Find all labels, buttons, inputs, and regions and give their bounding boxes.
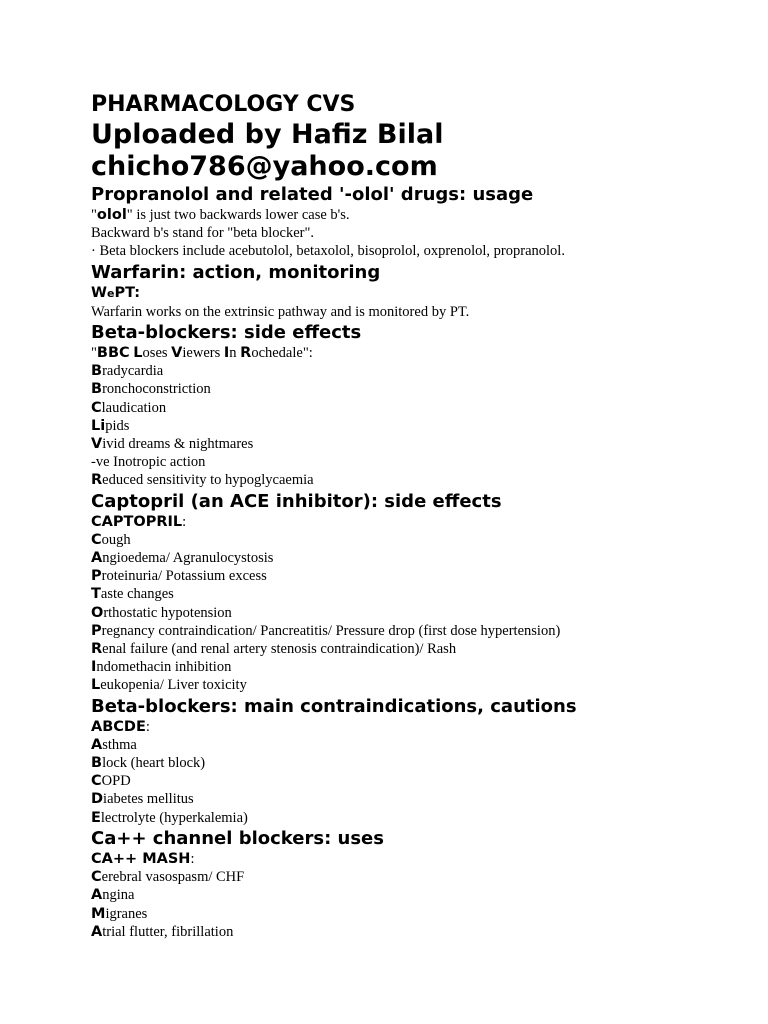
section bbox=[91, 183, 751, 261]
line-text: rthostatic hypotension bbox=[103, 604, 232, 621]
mnemonic-line bbox=[91, 622, 751, 640]
mnemonic-line bbox=[91, 362, 751, 380]
mnemonic-letter: A bbox=[91, 887, 103, 904]
line-text: " bbox=[91, 345, 97, 362]
mnemonic-line bbox=[91, 718, 751, 736]
section bbox=[91, 695, 751, 827]
mnemonic-letter: A bbox=[91, 550, 103, 567]
mnemonic-line bbox=[91, 772, 751, 790]
mnemonic-letter: B bbox=[91, 363, 103, 380]
mnemonic-line bbox=[91, 676, 751, 694]
mnemonic-line bbox=[91, 224, 751, 242]
mnemonic-letter: P bbox=[91, 622, 102, 639]
mnemonic-letter: V bbox=[171, 345, 183, 362]
mnemonic-line bbox=[91, 284, 751, 303]
mnemonic-letter: BBC bbox=[96, 345, 130, 362]
mnemonic-letter: D bbox=[91, 791, 104, 808]
mnemonic-line bbox=[91, 790, 751, 808]
mnemonic-line bbox=[91, 303, 751, 321]
mnemonic-letter: A bbox=[91, 923, 103, 940]
mnemonic-line bbox=[91, 417, 751, 435]
mnemonic-line bbox=[91, 640, 751, 658]
line-text: enal failure (and renal artery stenosis contraindication)/ Rash bbox=[102, 641, 457, 658]
line-text: n bbox=[229, 345, 241, 362]
mnemonic-letter: V bbox=[91, 436, 103, 453]
line-text: Warfarin works on the extrinsic pathway and is monitored by PT. bbox=[91, 303, 470, 320]
mnemonic-line bbox=[91, 344, 751, 362]
line-text: aste changes bbox=[100, 586, 174, 603]
line-text: · Beta blockers include acebutolol, betaxolol, bisoprolol, oxprenolol, propranolol. bbox=[91, 243, 565, 260]
mnemonic-letter: P bbox=[91, 568, 102, 585]
uploader-line: Uploaded by Hafiz Bilal bbox=[91, 119, 444, 150]
line-text: ndomethacin inhibition bbox=[96, 659, 232, 676]
mnemonic-letter: ABCDE bbox=[91, 718, 146, 735]
line-text: -ve Inotropic action bbox=[91, 454, 206, 471]
mnemonic-letter: O bbox=[91, 604, 104, 621]
uploader-email: chicho786@yahoo.com bbox=[91, 151, 438, 182]
section bbox=[91, 827, 751, 941]
mnemonic-line bbox=[91, 531, 751, 549]
mnemonic-letter: R bbox=[91, 641, 103, 658]
line-text: : bbox=[190, 850, 195, 867]
mnemonic-letter: B bbox=[91, 755, 103, 772]
line-text: OPD bbox=[101, 773, 131, 790]
mnemonic-letter: I bbox=[223, 345, 230, 362]
mnemonic-letter: L bbox=[91, 677, 101, 694]
mnemonic-letter: A bbox=[91, 736, 103, 753]
mnemonic-line bbox=[91, 513, 751, 531]
line-text: iabetes mellitus bbox=[103, 791, 194, 808]
mnemonic-line bbox=[91, 809, 751, 827]
line-text: " bbox=[91, 207, 97, 223]
line-text: regnancy contraindication/ Pancreatitis/ Pressure drop (first dose hypertension) bbox=[101, 622, 561, 639]
line-text: pids bbox=[105, 417, 130, 434]
mnemonic-letter: e bbox=[107, 286, 115, 300]
line-text: erebral vasospasm/ CHF bbox=[101, 869, 245, 886]
mnemonic-letter: PT: bbox=[114, 284, 140, 301]
mnemonic-line bbox=[91, 380, 751, 398]
line-text: laudication bbox=[101, 399, 167, 416]
line-text: oses bbox=[142, 345, 172, 362]
line-text: " is just two backwards lower case b's. bbox=[126, 207, 350, 223]
mnemonic-letter: R bbox=[240, 345, 252, 362]
mnemonic-line bbox=[91, 736, 751, 754]
mnemonic-letter: C bbox=[91, 773, 102, 790]
line-text: ivid dreams & nightmares bbox=[102, 436, 254, 453]
line-text: radycardia bbox=[102, 363, 164, 380]
line-text: : bbox=[145, 718, 150, 735]
sections-container bbox=[91, 183, 751, 941]
mnemonic-line bbox=[91, 242, 751, 260]
mnemonic-letter: C bbox=[91, 531, 102, 548]
mnemonic-line bbox=[91, 886, 751, 904]
mnemonic-letter: M bbox=[91, 905, 106, 922]
mnemonic-letter: C bbox=[91, 869, 102, 886]
mnemonic-letter: CA++ MASH bbox=[91, 850, 191, 867]
line-text: trial flutter, fibrillation bbox=[102, 923, 234, 940]
line-text: ngioedema/ Agranulocystosis bbox=[102, 550, 274, 567]
mnemonic-line bbox=[91, 658, 751, 676]
section-heading: Warfarin: action, monitoring bbox=[91, 261, 381, 283]
document-page bbox=[91, 91, 751, 941]
mnemonic-line bbox=[91, 905, 751, 923]
mnemonic-line bbox=[91, 850, 751, 868]
section bbox=[91, 490, 751, 695]
mnemonic-letter: I bbox=[91, 659, 97, 676]
mnemonic-line bbox=[91, 435, 751, 453]
line-text: educed sensitivity to hypoglycaemia bbox=[102, 472, 314, 489]
line-text: ngina bbox=[102, 887, 135, 904]
line-text: igranes bbox=[105, 905, 148, 922]
mnemonic-line bbox=[91, 399, 751, 417]
line-text: eukopenia/ Liver toxicity bbox=[100, 677, 247, 694]
mnemonic-line bbox=[91, 868, 751, 886]
section-heading: Beta-blockers: side effects bbox=[91, 322, 362, 344]
mnemonic-letter: E bbox=[91, 809, 101, 826]
mnemonic-letter: B bbox=[91, 381, 103, 398]
mnemonic-line bbox=[91, 206, 751, 224]
line-text: ronchoconstriction bbox=[102, 381, 211, 398]
section-heading: Beta-blockers: main contraindications, cautions bbox=[91, 695, 577, 717]
line-text: lectrolyte (hyperkalemia) bbox=[100, 809, 248, 826]
mnemonic-letter: T bbox=[91, 586, 101, 603]
section-heading: Ca++ channel blockers: uses bbox=[91, 827, 384, 849]
line-text: ochedale": bbox=[251, 345, 313, 362]
document-title: PHARMACOLOGY CVS bbox=[91, 92, 356, 117]
section bbox=[91, 321, 751, 490]
mnemonic-letter: CAPTOPRIL bbox=[91, 513, 183, 530]
mnemonic-letter: Li bbox=[91, 417, 106, 434]
mnemonic-line bbox=[91, 754, 751, 772]
mnemonic-line bbox=[91, 453, 751, 471]
mnemonic-line bbox=[91, 923, 751, 941]
line-text: ough bbox=[101, 531, 131, 548]
mnemonic-line bbox=[91, 549, 751, 567]
mnemonic-letter: L bbox=[133, 345, 143, 362]
mnemonic-letter: W bbox=[91, 284, 107, 301]
line-text: sthma bbox=[102, 736, 137, 753]
line-text: iewers bbox=[182, 345, 224, 362]
mnemonic-letter: C bbox=[91, 399, 102, 416]
line-text: Backward b's stand for "beta blocker". bbox=[91, 225, 315, 242]
section bbox=[91, 261, 751, 321]
mnemonic-line bbox=[91, 604, 751, 622]
line-text: roteinuria/ Potassium excess bbox=[101, 568, 267, 585]
line-text: lock (heart block) bbox=[102, 755, 206, 772]
mnemonic-line bbox=[91, 567, 751, 585]
mnemonic-letter: olol bbox=[96, 207, 127, 223]
mnemonic-line bbox=[91, 471, 751, 489]
mnemonic-letter: R bbox=[91, 472, 103, 489]
mnemonic-line bbox=[91, 585, 751, 603]
line-text: : bbox=[182, 513, 187, 530]
section-heading: Propranolol and related '-olol' drugs: usage bbox=[91, 184, 534, 205]
section-heading: Captopril (an ACE inhibitor): side effects bbox=[91, 490, 502, 512]
